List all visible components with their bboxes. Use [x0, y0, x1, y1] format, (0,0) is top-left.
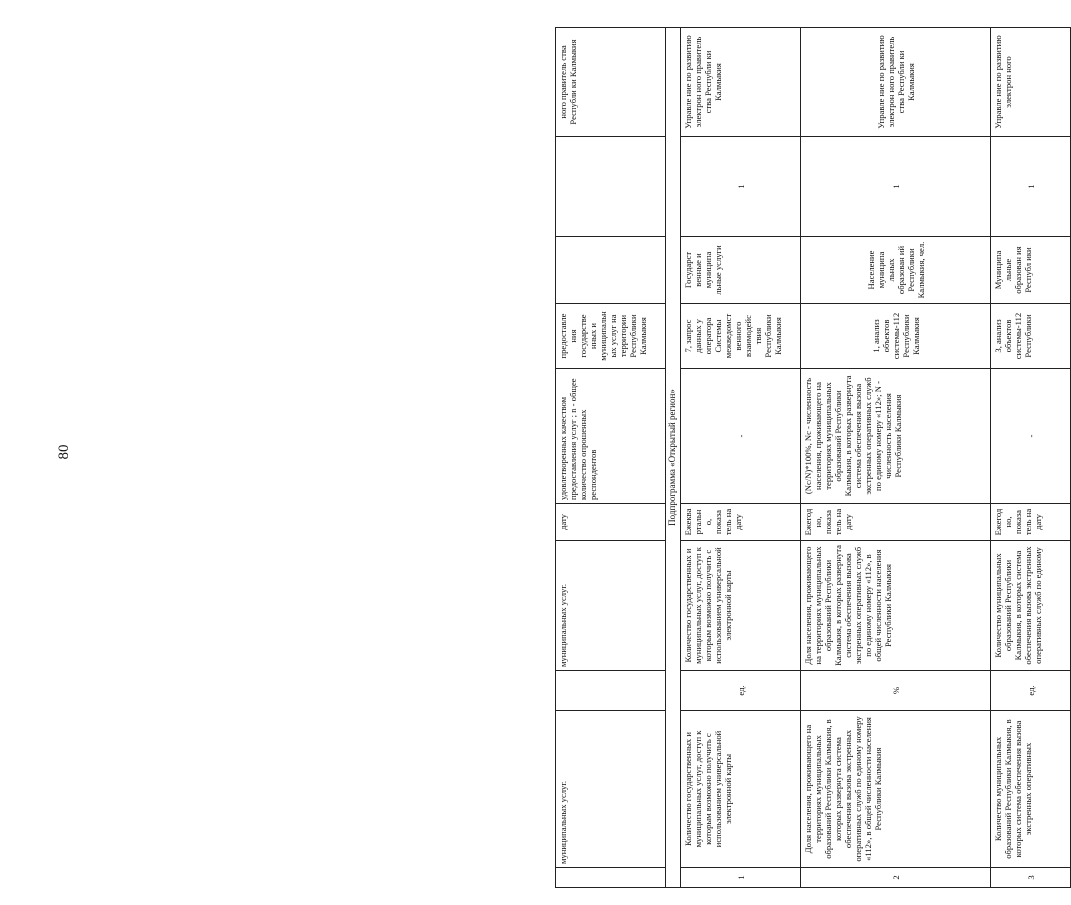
cell-source: 7, запрос данных у оператора Системы межведомст венного взаимодейс твия Республики Калмыкия — [681, 304, 801, 369]
cell-definition: муниципальных услуг. — [556, 541, 666, 671]
rotated-table-wrapper — [555, 28, 1055, 888]
section-title: Подпрограмма «Открытый регион» — [666, 28, 681, 888]
cell-name: Доля населения, проживающего на территориях муниципальных образований Республики Калмыкия, в которых развернута система обеспечения вызова экстренных оперативных служб по единому номеру «112», в общей численности населения Республики Калмыкия — [801, 711, 991, 868]
cell-calc: - — [681, 369, 801, 504]
cell-unit: ед. — [681, 671, 801, 711]
cell-definition: Количество муниципальных образований Республики Калмыкия, в которых система обеспечения вызова экстренных оперативных служб по единому — [991, 541, 1071, 671]
cell-source: 3, анализ объектов системы-112 Республики — [991, 304, 1071, 369]
cell-executor: ного правитель ства Республи ки Калмыкия — [556, 28, 666, 137]
cell-coverage — [556, 237, 666, 304]
cell-code: 1 — [681, 137, 801, 237]
cell-code: 1 — [991, 137, 1071, 237]
cell-period: дату — [556, 504, 666, 541]
cell-num: 2 — [801, 868, 991, 888]
cell-period: Ежеква ртальн о, показа тель на дату — [681, 504, 801, 541]
cell-source: предоставле ния государстве нных и муниципальн ых услуг на территории Республики Калмыкия — [556, 304, 666, 369]
cell-calc: (Nс/N)*100%, Nс - численность населения, проживающего на территориях муниципальных образований Республики Калмыкия, в которых развернута система обеспечения вызова экстренных оперативных служб по единому номеру «112»; N - численность населения Республики Калмыкия — [801, 369, 991, 504]
table-row — [681, 28, 801, 888]
cell-definition: Доля населения, проживающего на территориях муниципальных образований Республики Калмыкия, в которых развернута система обеспечения вызова экстренных оперативных служб по единому номеру «112», в общей численности населения Республики Калмыкия — [801, 541, 991, 671]
cell-coverage: Муниципа льные образован ия Республ ики — [991, 237, 1071, 304]
cell-calc: - — [991, 369, 1071, 504]
cell-calc: удовлетворенных качеством предоставления услуг ; n - общее количество опрошенных респондентов — [556, 369, 666, 504]
cell-executor: Управле ние по развитию электрон ного правитель ства Республи ки Калмыкия — [681, 28, 801, 137]
cell-unit — [556, 671, 666, 711]
cell-coverage: Государст венные и муниципа льные услуги — [681, 237, 801, 304]
cell-code — [556, 137, 666, 237]
page-number: 80 — [56, 444, 72, 460]
cell-period: Ежегод но, показа тель на дату — [801, 504, 991, 541]
cell-source: 1, анализ объектов системы-112 Республики Калмыкия — [801, 304, 991, 369]
cell-unit: % — [801, 671, 991, 711]
indicator-table — [555, 27, 1071, 888]
cell-coverage: Население муниципа льных образован ий Республики Калмыкия, чел. — [801, 237, 991, 304]
cell-num — [556, 868, 666, 888]
cell-executor: Управле ние по развитию электрон ного — [991, 28, 1071, 137]
cell-definition: Количество государственных и муниципальных услуг, доступ к которым возможно получить с использованием универсальной электронной карты — [681, 541, 801, 671]
cell-num: 1 — [681, 868, 801, 888]
cell-executor: Управле ние по развитию электрон ного правитель ства Республи ки Калмыкия — [801, 28, 991, 137]
cell-period: Ежегод но, показа тель на дату — [991, 504, 1071, 541]
cell-code: 1 — [801, 137, 991, 237]
table-row — [991, 28, 1071, 888]
cell-num: 3 — [991, 868, 1071, 888]
table-row — [556, 28, 666, 888]
cell-name: муниципальных услуг. — [556, 711, 666, 868]
cell-name: Количество государственных и муниципальных услуг, доступ к которым возможно получить с использованием универсальной электронной карты — [681, 711, 801, 868]
cell-unit: ед. — [991, 671, 1071, 711]
cell-name: Количество муниципальных образований Республики Калмыкия, в которых система обеспечения вызова экстренных оперативных — [991, 711, 1071, 868]
section-row — [666, 28, 681, 888]
table-row — [801, 28, 991, 888]
